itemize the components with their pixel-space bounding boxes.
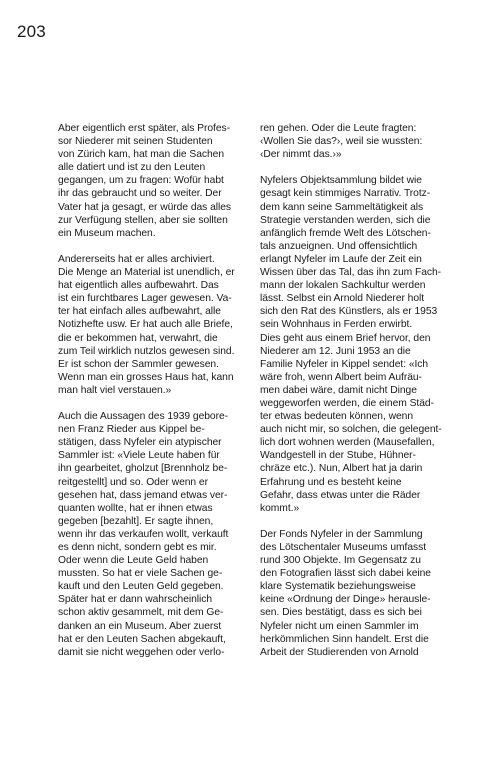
text-line: herkömmlichen Sinn handelt. Erst die [260,633,429,645]
text-line: Vater hat ja gesagt, er würde das alles [58,201,232,213]
text-line: schon aktiv gesammelt, mit dem Ge- [58,607,224,619]
text-line: ihr das gebraucht und so weiter. Der [58,188,222,200]
text-line: ‹Der nimmt das.›» [260,149,342,161]
text-line: Strategie verstanden werden, sich die [260,214,431,226]
text-line: gesehen hat, dass jemand etwas ver- [58,489,228,501]
paragraph [260,174,456,514]
text-line: stätigen, dass Nyfeler ein atypischer [58,437,222,449]
text-line: danken an ein Museum. Aber zuerst [58,620,222,632]
text-line: mussten. So hat er viele Sachen ge- [58,568,223,580]
text-line: dem kann seine Sammeltätigkeit als [260,201,424,213]
text-line: wäre froh, wenn Albert beim Aufräu- [260,371,422,383]
text-line: Wandgestell in der Stube, Hühner- [260,450,416,462]
text-line: wenn ihr das verkaufen wollt, verkauft [58,528,229,540]
text-line: die er bekommen hat, verwahrt, die [58,332,218,344]
text-line: lich dort wohnen werden (Mausefallen, [260,437,435,449]
paragraph [58,122,252,240]
text-line: kommt.» [260,502,300,514]
text-line: Sammler ist: «Viele Leute haben für [58,450,220,462]
paragraph [58,253,252,397]
text-line: Der Fonds Nyfeler in der Sammlung [260,528,423,540]
text-line: hat er den Leuten Sachen abgekauft, [58,633,226,645]
text-line: von Zürich kam, hat man die Sachen [58,149,224,161]
text-line: Die Menge an Material ist unendlich, er [58,267,235,279]
text-line: man halt viel verstauen.» [58,384,172,396]
text-line: Dies geht aus einem Brief hervor, den [260,332,431,344]
text-line: gegangen, um zu fragen: Wofür habt [58,175,224,187]
text-line: Nyfeler nicht um einen Sammler im [260,620,419,632]
text-line: rund 300 Objekte. Im Gegensatz zu [260,555,421,567]
text-line: Oder wenn die Leute Geld haben [58,555,209,567]
text-line: Aber eigentlich erst später, als Profes- [58,123,230,134]
text-line: nen Franz Rieder aus Kippel be- [58,424,205,436]
text-line: auch nicht mir, so solchen, die gelegent- [260,424,442,436]
text-line: Später hat er dann wahrscheinlich [58,594,213,606]
page-number: 203 [17,22,46,41]
text-line: weggeworfen werden, die einem Städ- [260,397,434,409]
text-line: hat eigentlich alles aufbewahrt. Das [58,280,219,292]
text-line: sor Niederer mit seinen Studenten [58,136,213,148]
text-line: zur Verfügung stellen, aber sie sollten [58,214,228,226]
text-line: damit sie nicht weggehen oder verlo- [58,646,225,658]
right-text-column [260,122,456,659]
text-line: gesagt kein stimmiges Narrativ. Trotz- [260,188,431,200]
text-line: Notizhefte usw. Er hat auch alle Briefe, [58,319,233,331]
text-line: Arbeit der Studierenden von Arnold [260,646,419,658]
paragraph-gap [260,161,456,174]
text-line: Niederer am 12. Juni 1953 an die [260,345,411,357]
text-line: sich den Rat des Künstlers, als er 1953 [260,306,438,318]
text-line: men dabei wäre, damit nicht Dinge [260,384,417,396]
text-line: gegeben [bezahlt]. Er sagte ihnen, [58,515,214,527]
paragraph-gap [58,240,252,253]
text-line: ihn gearbeitet, gholzut [Brennholz be- [58,463,228,475]
text-line: den Fotografien lässt sich dabei keine [260,568,431,580]
text-line: Familie Nyfeler in Kippel sendet: «Ich [260,358,429,370]
paragraph-gap [260,515,456,528]
text-line: erlangt Nyfeler im Laufe der Zeit ein [260,253,422,265]
text-line: ter hat einfach alles aufbewahrt, alle [58,306,221,318]
text-line: ter etwas bedeuten können, wenn [260,411,414,423]
text-line: quanten wollte, hat er ihnen etwas [58,502,213,514]
text-line: Gefahr, dass etwas unter die Räder [260,489,421,501]
paragraph [260,122,456,161]
text-line: lässt. Selbst ein Arnold Niederer holt [260,293,425,305]
text-line: sen. Dies bestätigt, dass es sich bei [260,607,422,619]
text-line: ren gehen. Oder die Leute fragten: [260,123,417,134]
text-line: mann der lokalen Sachkultur werden [260,280,426,292]
text-line: reitgestellt] und so. Oder wenn er [58,476,208,488]
text-line: ein Museum machen. [58,227,156,239]
text-line: Erfahrung und es besteht keine [260,476,402,488]
text-line: ‹Wollen Sie das?›, weil sie wussten: [260,136,423,148]
text-line: anfänglich fremde Welt des Lötschen- [260,227,431,239]
left-text-column [58,122,252,659]
text-line: Er ist schon der Sammler gewesen. [58,358,219,370]
text-line: ist ein furchtbares Lager gewesen. Va- [58,293,232,305]
text-line: Andererseits hat er alles archiviert. [58,253,215,265]
paragraph [58,410,252,659]
text-line: alle datiert und ist zu den Leuten [58,162,206,174]
text-line: kauft und den Leuten Geld gegeben. [58,581,224,593]
text-line: Wissen über das Tal, das ihn zum Fach- [260,267,442,279]
paragraph [260,528,456,659]
text-line: keine «Ordnung der Dinge» herausle- [260,594,431,606]
text-line: sein Wohnhaus in Ferden erwirbt. [260,319,413,331]
text-line: es denn nicht, sondern gebt es mir. [58,542,217,553]
text-line: Wenn man ein grosses Haus hat, kann [58,371,234,383]
text-line: Auch die Aussagen des 1939 gebore- [58,411,229,423]
text-line: zum Teil wirklich nutzlos gewesen sind. [58,345,235,357]
text-line: Nyfelers Objektsammlung bildet wie [260,175,422,187]
text-line: tals anzueignen. Und offensichtlich [260,240,418,252]
text-line: klare Systematik beziehungsweise [260,581,416,593]
paragraph-gap [58,397,252,410]
text-line: des Lötschentaler Museums umfasst [260,542,427,553]
text-line: chräze etc.). Nun, Albert hat ja darin [260,463,423,475]
